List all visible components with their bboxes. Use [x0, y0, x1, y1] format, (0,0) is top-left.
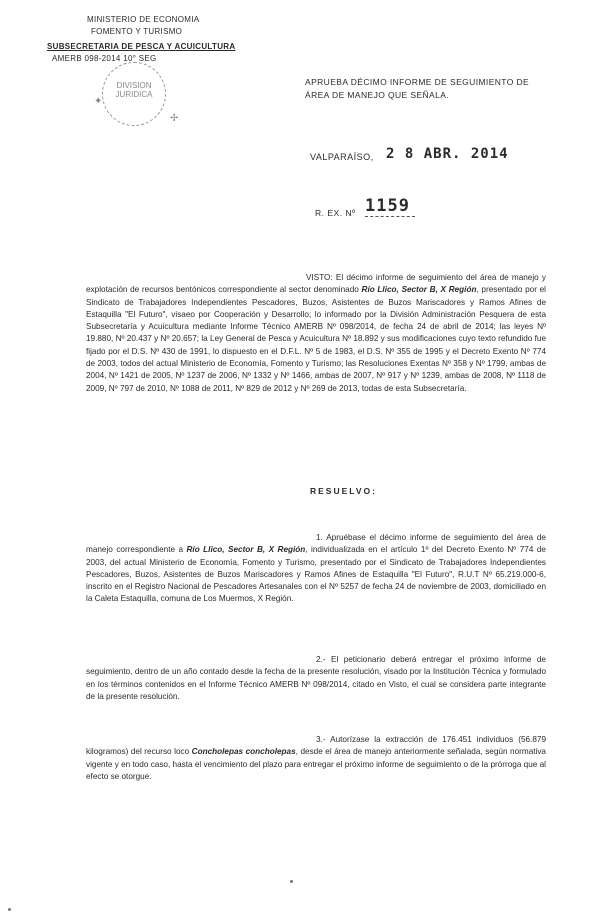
visto-paragraph: [86, 272, 546, 395]
point-1-number: 1.: [316, 533, 323, 542]
document-code: AMERB 098-2014 10° SEG: [52, 54, 157, 63]
visto-text-2: , presentado por el Sindicato de Trabajadores Independientes Pescadores, Buzos, Asistentes de Buzos Mariscadores y Ramos Afines de Estaquilla "El Futuro", visaeo por Cooperación y Desarrollo; lo informado por la División Administración Pesquera de esta Subsecretaría y Acuicultura mediante Informe Técnico AMERB Nº 098/2014, de fecha 24 de abril de 2014; las leyes Nº 19.880, Nº 20.437 y Nº 20.657; la Ley General de Pesca y Acuicultura Nº 18.892 y sus modificaciones cuyo texto refundido fue fijado por el D.S. Nº 430 de 1991, lo dispuesto en el D.F.L. Nº 5 de 1983, el D.S. Nº 355 de 1995 y el Decreto Exento Nº 774 de 2003, todos del actual Ministerio de Economía, Fomento y Turismo; las Resoluciones Exentas Nº 358 y Nº 1799, ambas de 2004, Nº 1421 de 2005, Nº 1237 de 2006, Nº 1332 y Nº 1466, ambas de 2007, Nº 917 y Nº 1239, ambas de 2008, Nº 1118 de 2009, Nº 797 de 2010, Nº 1088 de 2011, Nº 829 de 2012 y Nº 269 de 2013, todas de esta Subsecretaría.: [86, 285, 546, 393]
point-1: [86, 532, 546, 606]
subsecretaria-name: SUBSECRETARIA DE PESCA Y ACUICULTURA: [47, 42, 236, 51]
stamp-line1: DIVISION: [116, 81, 152, 90]
subject: APRUEBA DÉCIMO INFORME DE SEGUIMIENTO DE ÁREA DE MANEJO QUE SEÑALA.: [305, 77, 530, 100]
visto-sector: Río Llico, Sector B, X Región: [361, 285, 477, 295]
visto-label: VISTO:: [306, 273, 333, 282]
rex-underline: [365, 216, 415, 217]
point-1-text-a: Apruébase el décimo informe de seguimiento del área de manejo correspondiente a: [86, 533, 546, 555]
resuelvo-heading: RESUELVO:: [310, 486, 377, 496]
point-1-sector: Río Llico, Sector B, X Región: [186, 545, 306, 555]
page-speck: [290, 880, 293, 883]
point-2-number: 2.-: [316, 655, 326, 664]
stamp-line2: JURIDICA: [115, 90, 153, 99]
point-3-species: Concholepas concholepas: [191, 747, 296, 757]
date-city: VALPARAÍSO,: [310, 152, 374, 162]
stamp-cross-icon: ✢: [170, 113, 179, 124]
visto-text-1: El décimo informe de seguimiento del área de manejo y explotación de recursos bentónicos correspondiente al sector denominado: [86, 273, 546, 295]
rex-number: 1159: [365, 196, 410, 216]
point-3-text-a: Autorízase la extracción de 176.451 individuos (56.879 kilogramos) del recurso loco: [86, 735, 546, 757]
point-3-number: 3.-: [316, 735, 326, 744]
date-stamp: 2 8 ABR. 2014: [386, 146, 509, 162]
stamp-mark-icon: ✦: [94, 96, 103, 107]
point-3: [86, 734, 546, 783]
point-2-text: El peticionario deberá entregar el próximo informe de seguimiento, dentro de un año contado desde la fecha de la presente resolución, visado por la Institución Técnica y formulado en los términos contenidos en el Informe Técnico AMERB Nº 098/2014, citado en Visto, el cual se considera parte integrante de la presente resolución.: [86, 655, 546, 701]
page-speck: [8, 908, 11, 911]
point-3-text-b: , desde el área de manejo anteriormente señalada, según normativa vigente y en todo caso, hasta el vencimiento del plazo para entregar el próximo informe de seguimiento o de la prórroga que al efecto se otorgue.: [86, 747, 546, 781]
ministry-name: MINISTERIO DE ECONOMIA: [87, 15, 200, 24]
ministry-subtitle: FOMENTO Y TURISMO: [91, 27, 183, 36]
division-stamp: [102, 62, 166, 126]
point-1-text-b: , individualizada en el artículo 1º del Decreto Exento Nº 774 de 2003, del actual Ministerio de Economía, Fomento y Turismo, presentado por el Sindicato de Trabajadores Independientes Pescadores, Buzos, Asistentes de Buzos Mariscadores y Ramos Afines de Estaquilla "El Futuro", R.U.T Nº 65.219.000-6, inscrito en el Registro Nacional de Pescadores Artesanales con el Nº 5257 de fecha 24 de noviembre de 2003, domiciliado en la Caleta Estaquilla, comuna de Los Muermos, X Región.: [86, 545, 546, 604]
rex-label: R. EX. Nº: [315, 208, 356, 218]
point-2: [86, 654, 546, 703]
